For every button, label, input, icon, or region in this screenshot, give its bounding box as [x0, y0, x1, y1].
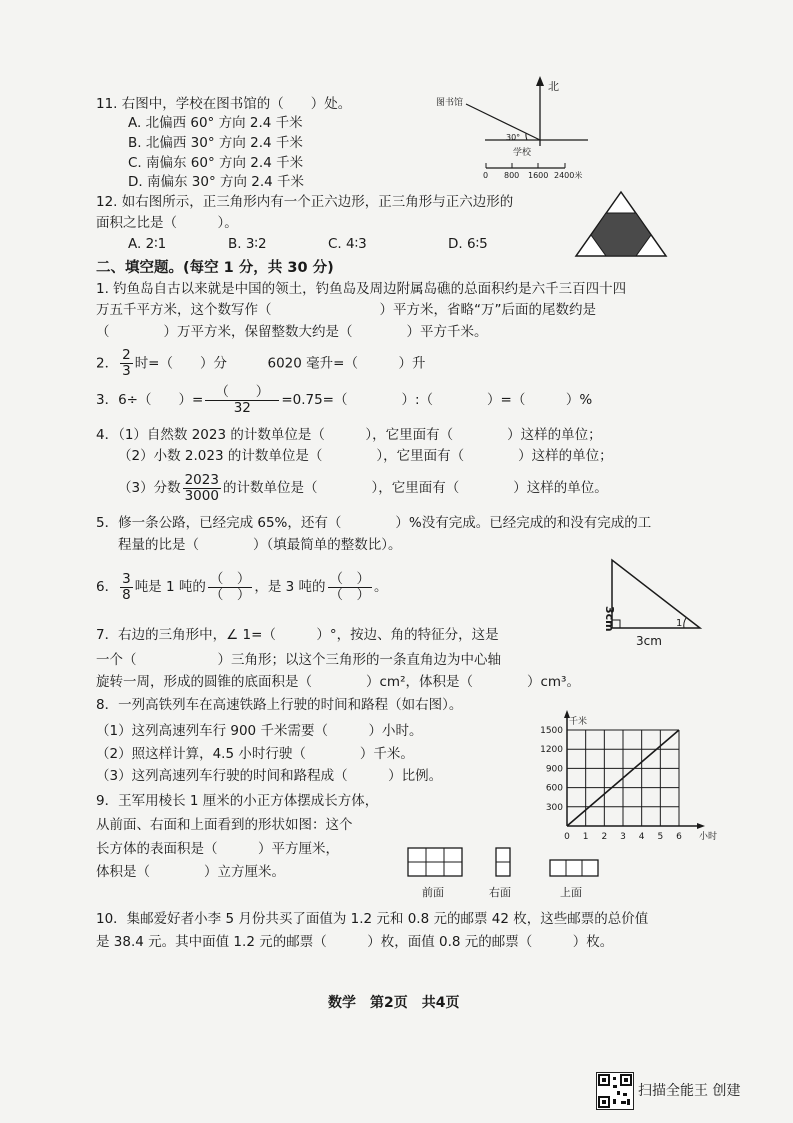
front-view-label: 前面 — [422, 886, 444, 899]
section-title: 二、填空题。(每空 1 分，共 30 分) — [96, 260, 334, 276]
x-tick-2: 2 — [601, 832, 608, 842]
scale-0: 0 — [483, 171, 489, 180]
north-label: 北 — [548, 80, 559, 93]
three-views-figure — [400, 842, 610, 904]
scale-2400: 2400米 — [554, 171, 583, 180]
y-tick-300: 300 — [545, 802, 563, 813]
x-tick-4: 4 — [638, 832, 645, 842]
f1-line3: （ ）万平方米，保留整数大约是（ ）平方千米。 — [96, 324, 488, 340]
x-tick-1: 1 — [582, 832, 589, 842]
q12-line1: 12. 如右图所示，正三角形内有一个正六边形，正三角形与正六边形的 — [96, 194, 514, 210]
f8-line1: 8．一列高铁列车在高速铁路上行驶的时间和路程（如右图）。 — [96, 697, 463, 713]
x-axis-arrow — [697, 823, 705, 829]
f7-line3: 旋转一周，形成的圆锥的底面积是（ ）cm²，体积是（ ）cm³。 — [96, 674, 580, 690]
f7-line2: 一个（ ）三角形；以这个三角形的一条直角边为中心轴 — [96, 652, 501, 668]
f8-line3: （2）照这样计算，4.5 小时行驶（ ）千米。 — [96, 746, 414, 762]
f2-text: 时=（ ）分 6020 毫升=（ ）升 — [134, 355, 426, 372]
scale-1600: 1600 — [528, 171, 549, 180]
f7-line1: 7．右边的三角形中，∠ 1=（ ）°，按边、角的特征分，这是 — [96, 627, 499, 643]
f9-line4: 体积是（ ）立方厘米。 — [96, 864, 285, 880]
top-view-label: 上面 — [560, 886, 582, 899]
x-tick-0: 0 — [564, 832, 570, 842]
angle-1-label: 1 — [676, 618, 683, 629]
f5-line2: 程量的比是（ ）（填最简单的整数比）。 — [118, 537, 402, 553]
q12-line2: 面积之比是（ ）。 — [96, 215, 238, 231]
q11-option-d: D. 南偏东 30° 方向 2.4 千米 — [128, 174, 305, 190]
f3-text-post: =0.75=（ ）:（ ）=（ ）% — [281, 392, 593, 408]
q11-option-a: A. 北偏西 60° 方向 2.4 千米 — [128, 115, 303, 131]
f6-row: 6． $\frac{3}{8}$ 吨是 1 吨的 $\frac{( )}{( )}$ ，是 3 吨的 $\frac{( )}{( )}$ 。 — [96, 570, 388, 603]
q12-option-a: A. 2∶1 — [128, 236, 167, 252]
school-label: 学校 — [513, 148, 532, 158]
front-view — [408, 848, 462, 876]
f1-line2: 万五千平方米，这个数写作（ ）平方米，省略“万”后面的尾数约是 — [96, 302, 596, 318]
y-tick-1200: 1200 — [540, 745, 563, 756]
q11-option-b: B. 北偏西 30° 方向 2.4 千米 — [128, 135, 303, 151]
q12-option-d: D. 6∶5 — [448, 236, 488, 252]
time-distance-chart — [530, 700, 730, 840]
x-axis-label: 小时 — [699, 832, 718, 842]
f4-line3: （3）分数 $\frac{2023}{3000}$ 的计数单位是（ ），它里面有（ ）这样的单位。 — [118, 471, 608, 504]
x-tick-5: 5 — [657, 832, 664, 842]
f4-line1: 4．（1）自然数 2023 的计数单位是（ ），它里面有（ ）这样的单位； — [96, 427, 602, 443]
q12-option-c: C. 4∶3 — [328, 236, 367, 252]
q11-direction-map — [430, 74, 590, 184]
f9-line1: 9．王军用棱长 1 厘米的小正方体摆成长方体， — [96, 793, 379, 809]
f4-fraction: $\frac{2023}{3000}$ — [184, 471, 219, 504]
triangle-hexagon-figure — [574, 190, 668, 258]
f3-row — [96, 384, 592, 416]
f5-line1: 5．修一条公路，已经完成 65%，还有（ ）%没有完成。已经完成的和没有完成的工 — [96, 515, 652, 531]
page-footer: 数学 第2页 共4页 — [328, 995, 460, 1011]
qr-code-icon — [596, 1072, 634, 1110]
f1-line1: 1. 钓鱼岛自古以来就是中国的领土，钓鱼岛及周边附属岛礁的总面积约是六千三百四十四 — [96, 281, 627, 297]
f8-line4: （3）这列高速列车行驶的时间和路程成（ ）比例。 — [96, 768, 443, 784]
q11-stem: 11. 右图中，学校在图书馆的（ ）处。 — [96, 96, 352, 112]
right-view-label: 右面 — [489, 886, 511, 899]
top-view — [550, 860, 598, 876]
f6-blank-2: $\frac{( )}{( )}$ — [329, 570, 371, 603]
f3-text-pre: 3．6÷（ ）= — [96, 392, 204, 408]
watermark-text: 扫描全能王 创建 — [638, 1083, 741, 1099]
f2-row — [96, 348, 425, 379]
f6-fraction: $\frac{3}{8}$ — [122, 570, 131, 603]
f8-line2: （1）这列高速列车行 900 千米需要（ ）小时。 — [96, 723, 423, 739]
side-bottom-label: 3cm — [636, 634, 662, 648]
f2-number: 2． — [96, 355, 119, 372]
f2-fraction: $\frac{2}{3}$ — [122, 347, 131, 379]
right-view — [496, 848, 510, 876]
f10-line1: 10．集邮爱好者小李 5 月份共买了面值为 1.2 元和 0.8 元的邮票 42 枚，这些邮票的总价值 — [96, 911, 649, 927]
f9-line2: 从前面、右面和上面看到的形状如图：这个 — [96, 817, 353, 833]
q12-option-b: B. 3∶2 — [228, 236, 267, 252]
right-triangle-figure — [596, 556, 706, 652]
library-label: 图书馆 — [436, 98, 464, 108]
x-tick-3: 3 — [620, 832, 626, 842]
side-left-label: 3cm — [603, 606, 616, 632]
y-tick-900: 900 — [545, 764, 563, 775]
angle-label: 30° — [506, 133, 521, 142]
f4-line2: （2）小数 2.023 的计数单位是（ ），它里面有（ ）这样的单位； — [118, 448, 613, 464]
q11-option-c: C. 南偏东 60° 方向 2.4 千米 — [128, 155, 304, 171]
f9-line3: 长方体的表面积是（ ）平方厘米， — [96, 841, 339, 857]
f10-line2: 是 38.4 元。其中面值 1.2 元的邮票（ ）枚，面值 0.8 元的邮票（ ）枚。 — [96, 934, 614, 950]
f3-fraction: $\frac{( )}{32}$ — [205, 385, 279, 416]
y-tick-1500: 1500 — [540, 726, 563, 736]
y-tick-600: 600 — [545, 783, 563, 794]
y-axis-label: 千米 — [569, 717, 588, 727]
x-tick-6: 6 — [676, 832, 682, 842]
scale-800: 800 — [504, 171, 520, 180]
f6-blank-1: $\frac{( )}{( )}$ — [209, 570, 251, 603]
